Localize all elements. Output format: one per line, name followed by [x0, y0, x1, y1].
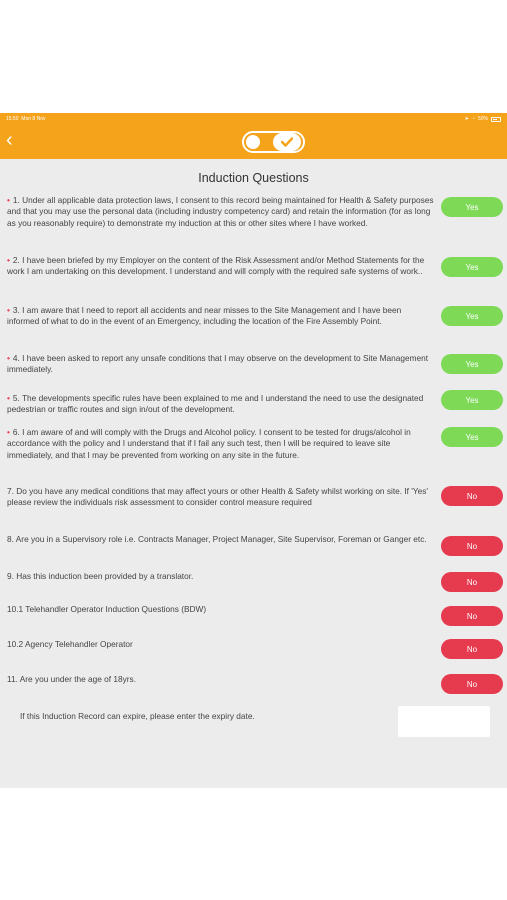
required-bullet-icon: • [7, 353, 10, 363]
answer-button-1[interactable]: Yes [441, 197, 503, 217]
nav-bar [0, 125, 507, 159]
required-bullet-icon: • [7, 195, 10, 205]
answer-button-3[interactable]: Yes [441, 306, 503, 326]
question-text: 9. Has this induction been provided by a translator. [7, 571, 194, 581]
question-text: 2. I have been briefed by my Employer on the content of the Risk Assessment and/or Method Statements for the work I am undertaking on this development. I understand and will comply with the required safe systems of work.. [7, 255, 425, 277]
answer-button-8[interactable]: No [441, 536, 503, 556]
question-10 [7, 604, 435, 615]
answer-button-7[interactable]: No [441, 486, 503, 506]
battery-icon [491, 117, 501, 122]
question-5 [7, 393, 435, 416]
page-title: Induction Questions [198, 171, 309, 185]
question-text: 3. I am aware that I need to report all accidents and near misses to the Site Management and I have been informed of what to do in the event of an Emergency, including the location of the Fire Assembly Point. [7, 305, 402, 327]
location-icon: ➤ [464, 116, 469, 122]
answer-button-6[interactable]: Yes [441, 427, 503, 447]
answer-button-11[interactable]: No [441, 639, 503, 659]
status-time: 15:50 [6, 116, 19, 122]
question-text: 6. I am aware of and will comply with the Drugs and Alcohol policy. I consent to be tested for drugs/alcohol in accordance with the policy and I understand that if I fail any such test, then I will be required to leave site immediately, and that I may be prevented from working on any site in the future. [7, 427, 411, 460]
expiry-label: If this Induction Record can expire, please enter the expiry date. [20, 711, 255, 721]
question-2 [7, 255, 435, 278]
expiry-date-input[interactable] [398, 706, 490, 737]
question-text: 10.1 Telehandler Operator Induction Questions (BDW) [7, 604, 207, 614]
question-1 [7, 195, 435, 229]
question-7 [7, 486, 435, 509]
status-time-date [6, 116, 45, 122]
toggle-check-pill [273, 133, 301, 151]
question-6 [7, 427, 435, 461]
wifi-icon: ◔ [471, 116, 475, 122]
question-8 [7, 534, 435, 545]
chevron-left-icon: ‹ [6, 129, 13, 151]
status-bar [0, 113, 507, 125]
answer-button-5[interactable]: Yes [441, 390, 503, 410]
required-bullet-icon: • [7, 305, 10, 315]
answer-button-12[interactable]: No [441, 674, 503, 694]
question-text: 8. Are you in a Supervisory role i.e. Contracts Manager, Project Manager, Site Supervisor, Foreman or Ganger etc. [7, 534, 427, 544]
answer-button-4[interactable]: Yes [441, 354, 503, 374]
check-icon [281, 137, 293, 147]
question-text: 5. The developments specific rules have been explained to me and I understand the need to use the designated pedestrian or traffic routes and sign in/out of the development. [7, 393, 424, 415]
question-4 [7, 353, 435, 376]
required-bullet-icon: • [7, 255, 10, 265]
status-date: Mon 8 Nov [21, 116, 46, 122]
battery-percent: 50% [477, 116, 488, 122]
question-text: 4. I have been asked to report any unsafe conditions that I may observe on the development to Site Management immediately. [7, 353, 429, 375]
completion-toggle[interactable] [242, 131, 305, 153]
question-11 [7, 639, 435, 650]
question-text: 10.2 Agency Telehandler Operator [7, 639, 133, 649]
required-bullet-icon: • [7, 393, 10, 403]
answer-button-9[interactable]: No [441, 572, 503, 592]
question-9 [7, 571, 435, 582]
toggle-knob [246, 135, 260, 149]
required-bullet-icon: • [7, 427, 10, 437]
question-text: 11. Are you under the age of 18yrs. [7, 674, 136, 684]
question-text: 7. Do you have any medical conditions that may affect yours or other Health & Safety whilst working on site. If 'Yes' please review the individuals risk assessment to consider control measure required [7, 486, 428, 508]
question-text: 1. Under all applicable data protection laws, I consent to this record being maintained for Health & Safety purposes and that you may use the personal data (including industry competency card) and retain the information (for as long as you reasonably require) to demonstrate my induction at this or other sites where I have worked. [7, 195, 434, 228]
question-12 [7, 674, 435, 685]
answer-button-2[interactable]: Yes [441, 257, 503, 277]
back-button[interactable] [6, 130, 26, 152]
question-3 [7, 305, 435, 328]
status-indicators [465, 116, 501, 122]
answer-button-10[interactable]: No [441, 606, 503, 626]
app-screen [0, 113, 507, 788]
